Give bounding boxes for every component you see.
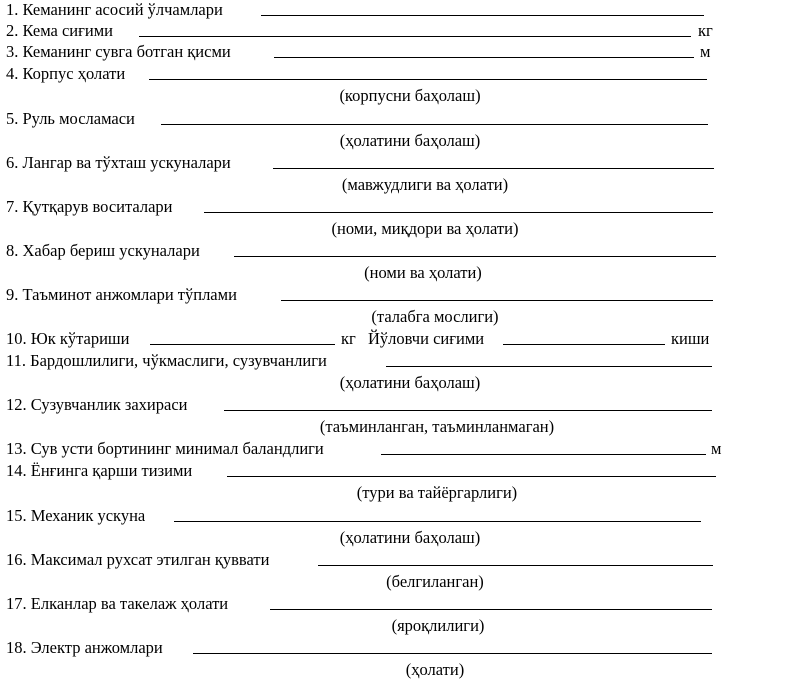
item-12-caption: (таъминланган, таъминланмаган) <box>319 417 555 436</box>
item-14-caption: (тури ва тайёргарлиги) <box>356 483 518 502</box>
item-11-caption: (ҳолатини баҳолаш) <box>339 373 481 392</box>
item-14-label: 14. Ёнғинга қарши тизими <box>6 461 193 480</box>
item-6-field[interactable] <box>273 168 714 169</box>
item-10-label: 10. Юк кўтариши <box>6 329 130 348</box>
item-17-caption: (яроқлилиги) <box>391 616 485 635</box>
item-4-caption: (корпусни баҳолаш) <box>339 86 481 105</box>
item-5-caption: (ҳолатини баҳолаш) <box>339 131 481 150</box>
item-11-label: 11. Бардошлилиги, чўкмаслиги, сузувчанлиги <box>6 351 327 370</box>
passenger-capacity-unit: киши <box>671 329 710 348</box>
item-16-label: 16. Максимал рухсат этилган қуввати <box>6 550 270 569</box>
passenger-capacity-label: Йўловчи сиғими <box>368 329 485 348</box>
cargo-capacity-unit: кг <box>341 329 356 348</box>
item-2-unit: кг <box>698 21 713 40</box>
item-5-field[interactable] <box>161 124 708 125</box>
item-11-field[interactable] <box>386 366 712 367</box>
item-16-field[interactable] <box>318 565 713 566</box>
item-4-field[interactable] <box>149 79 707 80</box>
item-9-label: 9. Таъминот анжомлари тўплами <box>6 285 237 304</box>
passenger-capacity-field[interactable] <box>503 344 665 345</box>
item-15-field[interactable] <box>174 521 701 522</box>
item-1-field[interactable] <box>261 15 704 16</box>
item-13-label: 13. Сув усти бортининг минимал баландлиги <box>6 439 324 458</box>
cargo-capacity-field[interactable] <box>150 344 335 345</box>
item-12-field[interactable] <box>224 410 712 411</box>
item-6-label: 6. Лангар ва тўхташ ускуналари <box>6 153 231 172</box>
item-13-field[interactable] <box>381 454 706 455</box>
item-15-label: 15. Механик ускуна <box>6 506 146 525</box>
item-2-label: 2. Кема сиғими <box>6 21 114 40</box>
item-3-label: 3. Кеманинг сувга ботган қисми <box>6 42 231 61</box>
item-17-field[interactable] <box>270 609 712 610</box>
item-18-label: 18. Электр анжомлари <box>6 638 163 657</box>
item-3-field[interactable] <box>274 57 694 58</box>
item-1-label: 1. Кеманинг асосий ўлчамлари <box>6 0 223 19</box>
item-18-field[interactable] <box>193 653 712 654</box>
item-8-caption: (номи ва ҳолати) <box>364 263 482 282</box>
item-5-label: 5. Руль мосламаси <box>6 109 135 128</box>
item-9-field[interactable] <box>281 300 713 301</box>
item-4-label: 4. Корпус ҳолати <box>6 64 126 83</box>
item-12-label: 12. Сузувчанлик захираси <box>6 395 188 414</box>
item-13-unit: м <box>711 439 722 458</box>
item-8-field[interactable] <box>234 256 716 257</box>
item-7-field[interactable] <box>204 212 713 213</box>
item-8-label: 8. Хабар бериш ускуналари <box>6 241 200 260</box>
item-2-field[interactable] <box>139 36 691 37</box>
item-17-label: 17. Елканлар ва такелаж ҳолати <box>6 594 229 613</box>
item-3-unit: м <box>700 42 711 61</box>
item-16-caption: (белгиланган) <box>386 572 484 591</box>
item-6-caption: (мавжудлиги ва ҳолати) <box>341 175 509 194</box>
item-18-caption: (ҳолати) <box>405 660 465 679</box>
item-14-field[interactable] <box>227 476 716 477</box>
item-7-caption: (номи, миқдори ва ҳолати) <box>331 219 519 238</box>
item-9-caption: (талабга мослиги) <box>371 307 499 326</box>
item-7-label: 7. Қутқарув воситалари <box>6 197 173 216</box>
item-15-caption: (ҳолатини баҳолаш) <box>339 528 481 547</box>
